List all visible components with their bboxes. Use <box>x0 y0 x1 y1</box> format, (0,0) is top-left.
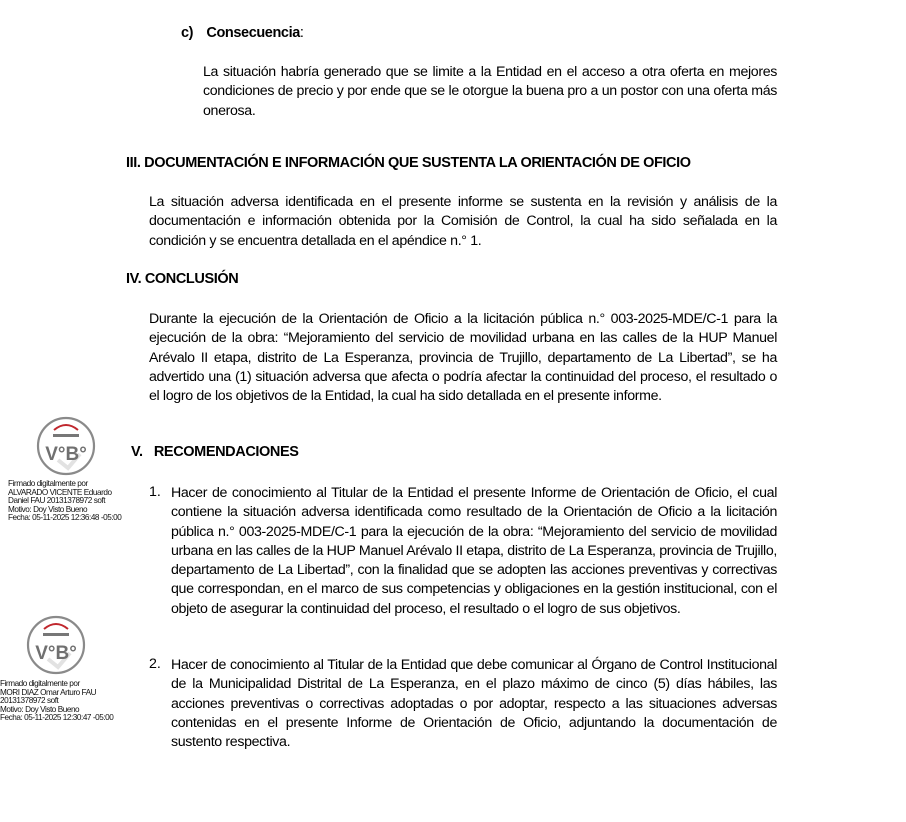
signature-1-line: Motivo: Doy Visto Bueno <box>8 504 88 514</box>
section-4-title: CONCLUSIÓN <box>144 271 239 287</box>
section-3-heading <box>126 155 691 171</box>
signature-2-line: 20131378972 soft <box>0 696 59 706</box>
vb-seal-icon <box>36 416 96 476</box>
signature-1-line: ALVARADO VICENTE Eduardo <box>8 487 112 497</box>
approval-stamp-2 <box>26 615 86 680</box>
section-4-text: Durante la ejecución de la Orientación de Oficio a la licitación pública n.° 003-2025-MDE/C-1 para la ejecución de la obra: “Mejoramiento del servicio de movilidad urbana en las calles de la HUP Manuel Arévalo II etapa, distrito de La Esperanza, provincia de Trujillo, departamento de La Libertad”, se ha advertido una (1) situación adversa que afecta o podría afectar la continuidad del proceso, el resultado o el logro de los objetivos de la Entidad, la cual ha sido detallada en el presente informe. <box>149 311 777 405</box>
consecuencia-marker: c) <box>181 25 194 41</box>
signature-2-line: Fecha: 05-11-2025 12:30:47 -05:00 <box>0 713 114 723</box>
signature-block-2 <box>0 680 113 723</box>
section-3-title: DOCUMENTACIÓN E INFORMACIÓN QUE SUSTENTA LA ORIENTACIÓN DE OFICIO <box>144 155 691 171</box>
section-5-heading <box>131 444 299 460</box>
svg-text:V°B°: V°B° <box>45 444 87 465</box>
signature-1-line: Firmado digitalmente por <box>8 479 88 488</box>
consecuencia-heading <box>181 25 304 41</box>
consecuencia-title: Consecuencia <box>206 25 300 41</box>
section-3-number: III. <box>126 155 141 171</box>
svg-text:V°B°: V°B° <box>35 643 77 664</box>
signature-2-line: Firmado digitalmente por <box>0 679 80 688</box>
signature-2-line: MORI DIAZ Omar Arturo FAU <box>0 687 97 697</box>
vb-seal-icon <box>26 615 86 675</box>
recommendation-1-number: 1. <box>149 484 161 500</box>
section-4-heading <box>126 271 238 287</box>
signature-block-1 <box>8 480 121 523</box>
consecuencia-text: La situación habría generado que se limite a la Entidad en el acceso a otra oferta en mejores condiciones de precio y por ende que se le otorgue la buena pro a un postor con una oferta más onerosa. <box>203 64 777 119</box>
recommendation-2-text: Hacer de conocimiento al Titular de la Entidad que debe comunicar al Órgano de Control Institucional de la Municipalidad Distrital de La Esperanza, en el plazo máximo de cinco (5) días hábiles, las acciones preventivas o correctivas adoptadas o por adoptar, respecto a las situaciones adversas contenidas en el presente Informe de Orientación de Oficio, adjuntando la documentación de sustento respectiva. <box>171 657 777 751</box>
consecuencia-colon: : <box>299 25 304 41</box>
approval-stamp-1 <box>36 416 96 481</box>
recommendation-1-text: Hacer de conocimiento al Titular de la Entidad el presente Informe de Orientación de Oficio, el cual contiene la situación adversa identificada como resultado de la Orientación de Oficio a la licitación pública n.° 003-2025-MDE/C-1 para la ejecución de la obra: “Mejoramiento del servicio de movilidad urbana en las calles de la HUP Manuel Arévalo II etapa, distrito de La Esperanza, provincia de Trujillo, departamento de La Libertad”, con la finalidad que se adopten las acciones preventivas y correctivas que correspondan, en el marco de sus competencias y obligaciones en la gestión institucional, con el objeto de asegurar la continuidad del proceso, el resultado o el logro de sus objetivos. <box>171 485 777 617</box>
section-3-text: La situación adversa identificada en el presente informe se sustenta en la revisión y análisis de la documentación e información obtenida por la Comisión de Control, la cual ha sido señalada en la condición y se encuentra detallada en el apéndice n.° 1. <box>149 194 777 249</box>
section-5-number: V. <box>131 444 143 460</box>
recommendation-2-number: 2. <box>149 656 161 672</box>
signature-1-line: Fecha: 05-11-2025 12:36:48 -05:00 <box>8 513 122 523</box>
section-5-title: RECOMENDACIONES <box>153 444 299 460</box>
signature-2-line: Motivo: Doy Visto Bueno <box>0 704 80 714</box>
signature-1-line: Daniel FAU 20131378972 soft <box>8 496 106 506</box>
section-4-number: IV. <box>126 271 142 287</box>
